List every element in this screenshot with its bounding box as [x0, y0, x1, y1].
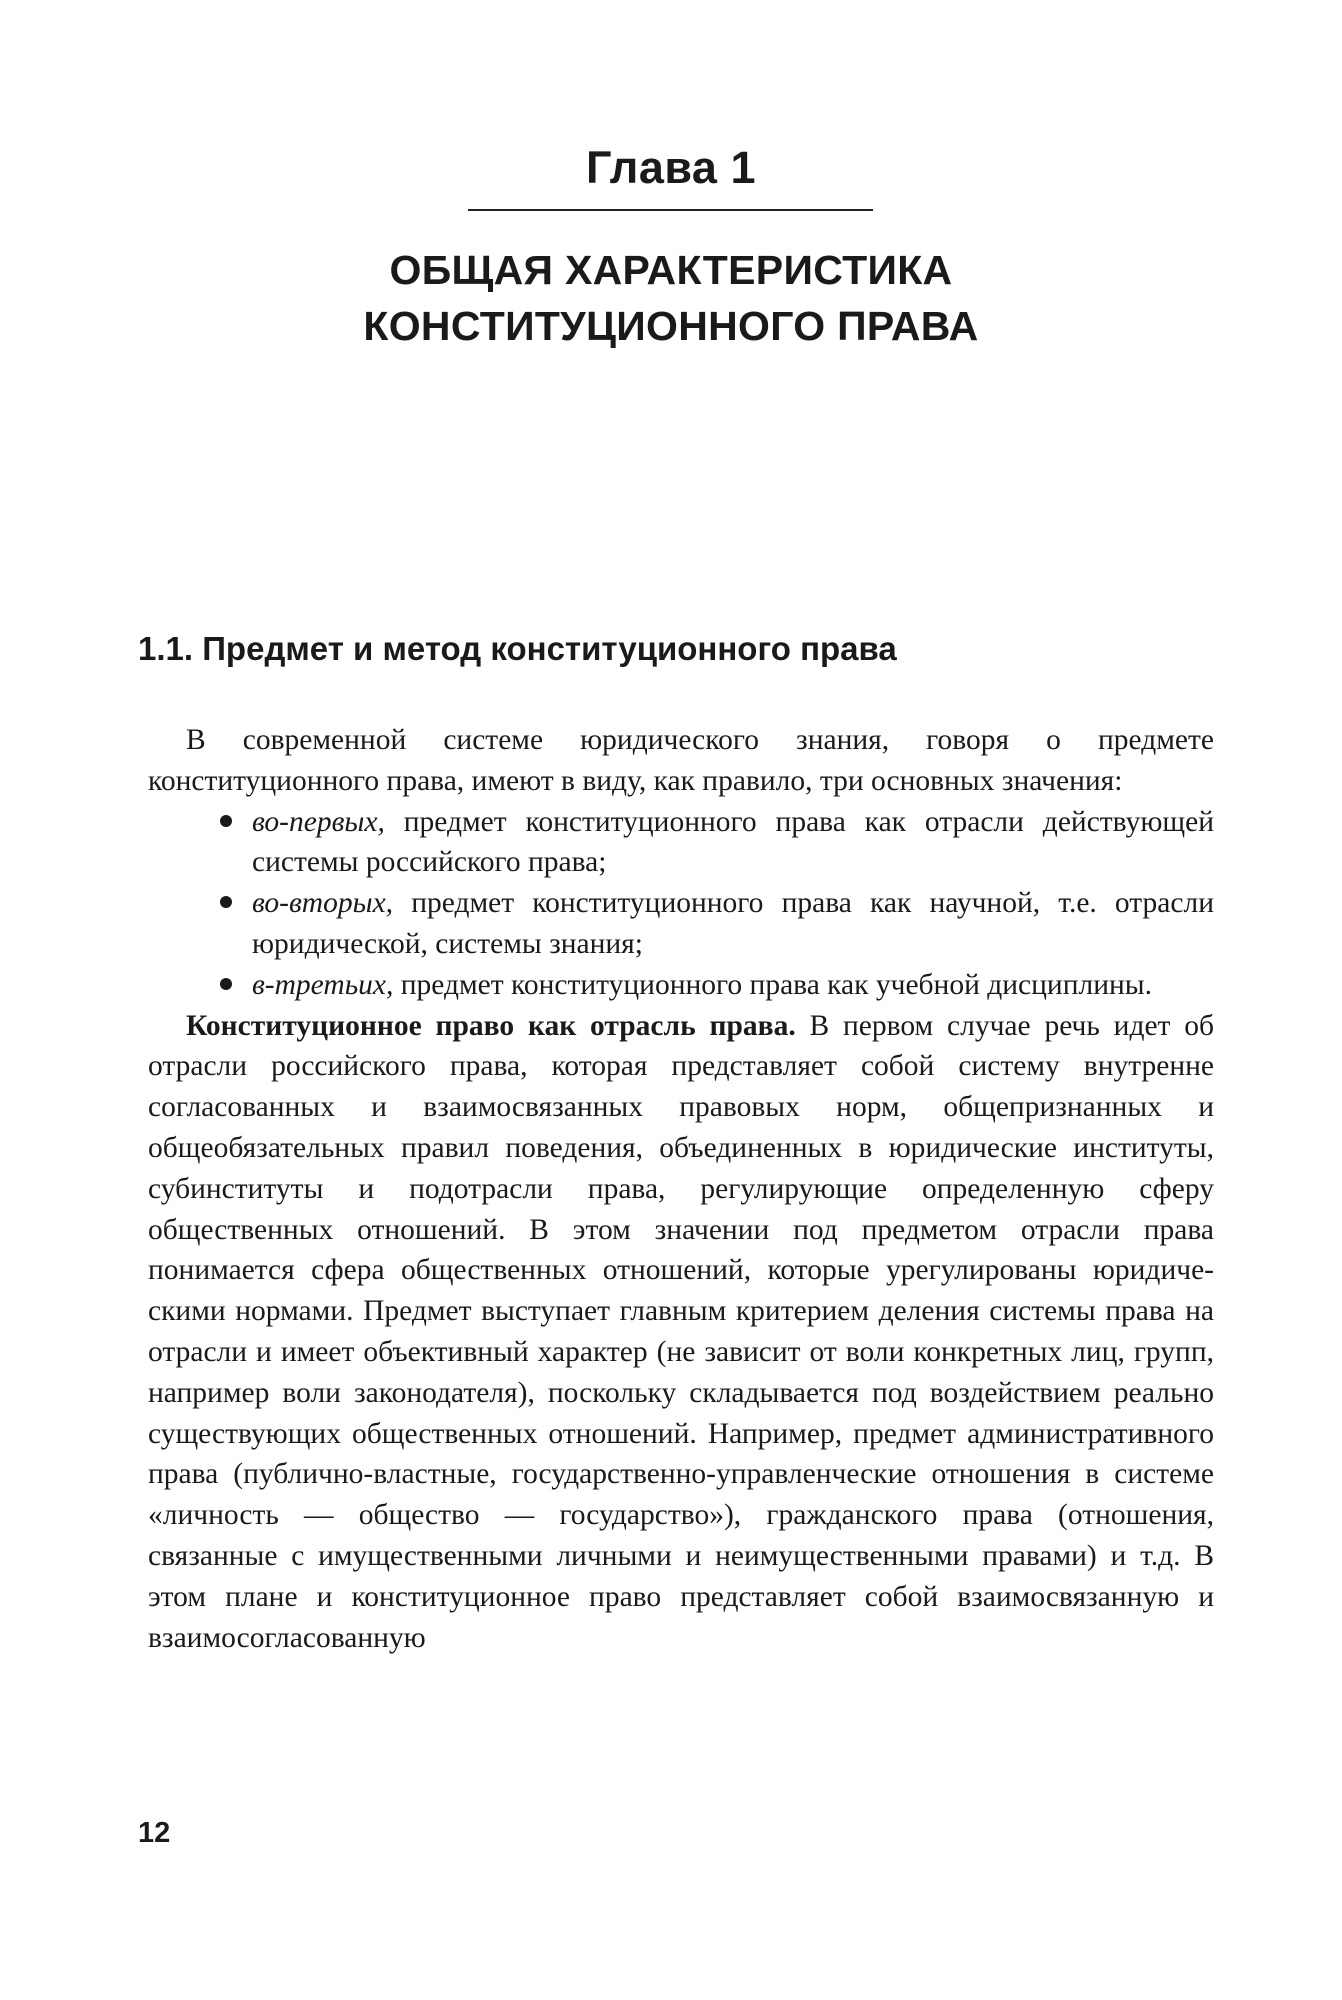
- bullet-icon: [220, 896, 232, 908]
- list-item-text: предмет конституционного права как учебной дисциплины.: [393, 968, 1152, 1001]
- list-item-text: предмет конституционного права как научной, т.е. отрасли юридической, системы знания;: [252, 887, 1214, 960]
- list-item: [148, 802, 1214, 884]
- list-item: [148, 883, 1214, 965]
- meanings-list: [148, 802, 1214, 1006]
- bullet-icon: [220, 978, 232, 990]
- paragraph-text: В первом случае речь идет об отрасли российского права, которая представляет собой систему внутренне согласованных и взаимосвязанных правовых норм, общепризнанных и общеобязательных правил поведения, объединенных в юридические институты, субинституты и подотрасли права, регулирующие определенную сферу общественных отношений. В этом значении под предметом отрасли права понимается сфера общественных отношений, которые урегулированы юридическими нормами. Предмет выступает главным критерием деления системы права на отрасли и имеет объективный характер (не зависит от воли конкретных лиц, групп, например воли законодателя), поскольку складывается под воздействием реально существующих общественных отношений. Например, предмет административного права (публично-властные, государственно-управленческие отношения в системе «личность — общество — государство»), гражданского права (отношения, связанные с имущественными личными и неимущественными правами) и т.д. В этом плане и конституционное право представляет собой взаимосвязанную и взаимосогласованную: [148, 1009, 1215, 1654]
- main-paragraph: [148, 1006, 1214, 1659]
- bullet-icon: [220, 815, 232, 827]
- paragraph-lead: Конституционное право как отрасль права.: [186, 1009, 796, 1042]
- chapter-divider: [468, 209, 873, 211]
- chapter-label: Глава 1: [585, 142, 756, 193]
- list-item-lead: во-первых,: [252, 805, 385, 838]
- chapter-title: [0, 242, 1342, 354]
- chapter-title-line-2: КОНСТИТУЦИОННОГО ПРАВА: [363, 303, 979, 349]
- list-item-lead: в-третьих,: [252, 968, 394, 1001]
- list-item-lead: во-вторых,: [252, 887, 394, 920]
- list-item-text: предмет конституционного права как отрасли действующей системы российского права;: [252, 805, 1214, 879]
- intro-paragraph: В современной системе юридического знания, говоря о предмете конституционного права, имеют в виду, как правило, три основных значения:: [148, 724, 1214, 797]
- page-number: 12: [138, 1817, 171, 1849]
- section-heading: 1.1. Предмет и метод конституционного права: [138, 630, 897, 667]
- chapter-title-line-1: ОБЩАЯ ХАРАКТЕРИСТИКА: [389, 247, 953, 293]
- body-text: [148, 720, 1214, 1658]
- list-item: [148, 965, 1214, 1006]
